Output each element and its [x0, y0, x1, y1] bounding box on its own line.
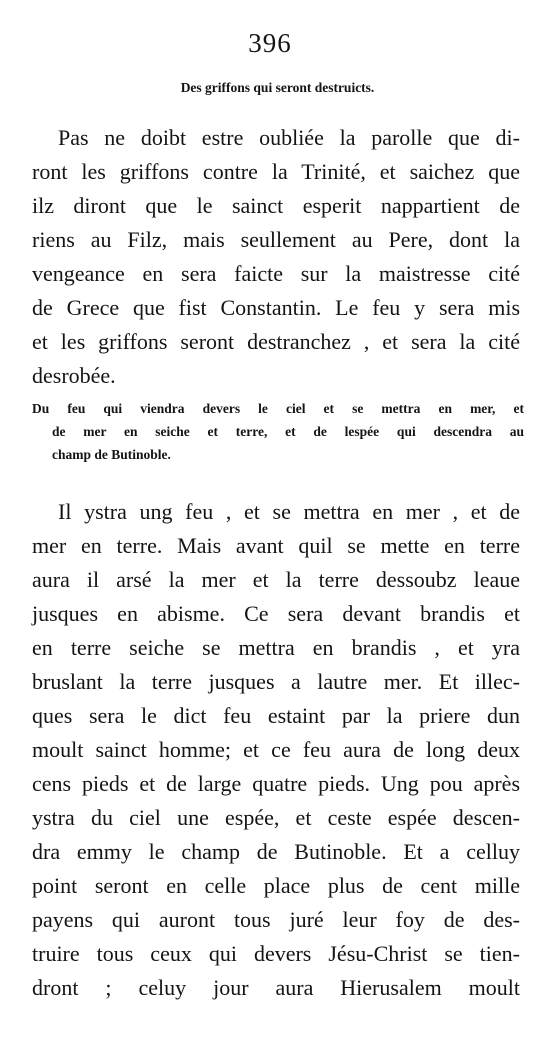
text-line: truire tous ceux qui devers Jésu-Christ se tien-	[32, 941, 520, 966]
text-line: ilz diront que le sainct esperit nappartient de	[32, 193, 520, 218]
text-line: payens qui auront tous juré leur foy de des-	[32, 907, 520, 932]
text-line: et les griffons seront destranchez , et sera la cité	[32, 329, 520, 354]
text-line: dra emmy le champ de Butinoble. Et a celluy	[32, 839, 520, 864]
text-line: cens pieds et de large quatre pieds. Ung pou après	[32, 771, 520, 796]
section-heading-feu	[32, 397, 524, 466]
paragraph-feu	[32, 495, 520, 1005]
text-line: Pas ne doibt estre oubliée la parolle que di-	[58, 125, 520, 150]
text-line: ystra du ciel une espée, et ceste espée descen-	[32, 805, 520, 830]
text-line: point seront en celle place plus de cent mille	[32, 873, 520, 898]
paragraph-griffons	[32, 121, 520, 393]
text-line: aura il arsé la mer et la terre dessoubz leaue	[32, 567, 520, 592]
text-line: jusques en abisme. Ce sera devant brandis et	[32, 601, 520, 626]
section-heading-griffons: Des griffons qui seront destruicts.	[180, 80, 375, 95]
heading-line: champ de Butinoble.	[52, 447, 171, 462]
heading-line: Du feu qui viendra devers le ciel et se mettra en mer, et	[32, 401, 524, 416]
text-line: de Grece que fist Constantin. Le feu y sera mis	[32, 295, 520, 320]
text-line: moult sainct homme; et ce feu aura de long deux	[32, 737, 520, 762]
text-line: bruslant la terre jusques a lautre mer. Et illec-	[32, 669, 520, 694]
text-line: ques sera le dict feu estaint par la priere dun	[32, 703, 520, 728]
text-line: ront les griffons contre la Trinité, et saichez que	[32, 159, 520, 184]
page-number: 396	[248, 28, 292, 58]
text-line: riens au Filz, mais seullement au Pere, dont la	[32, 227, 520, 252]
text-line: Il ystra ung feu , et se mettra en mer , et de	[58, 499, 520, 524]
text-line: en terre seiche se mettra en brandis , et yra	[32, 635, 520, 660]
heading-line: de mer en seiche et terre, et de lespée qui descendra au	[52, 424, 524, 439]
text-line: desrobée.	[32, 363, 116, 388]
text-line: dront ; celuy jour aura Hierusalem moult	[32, 975, 520, 1000]
text-line: mer en terre. Mais avant quil se mette en terre	[32, 533, 520, 558]
text-line: vengeance en sera faicte sur la maistresse cité	[32, 261, 520, 286]
